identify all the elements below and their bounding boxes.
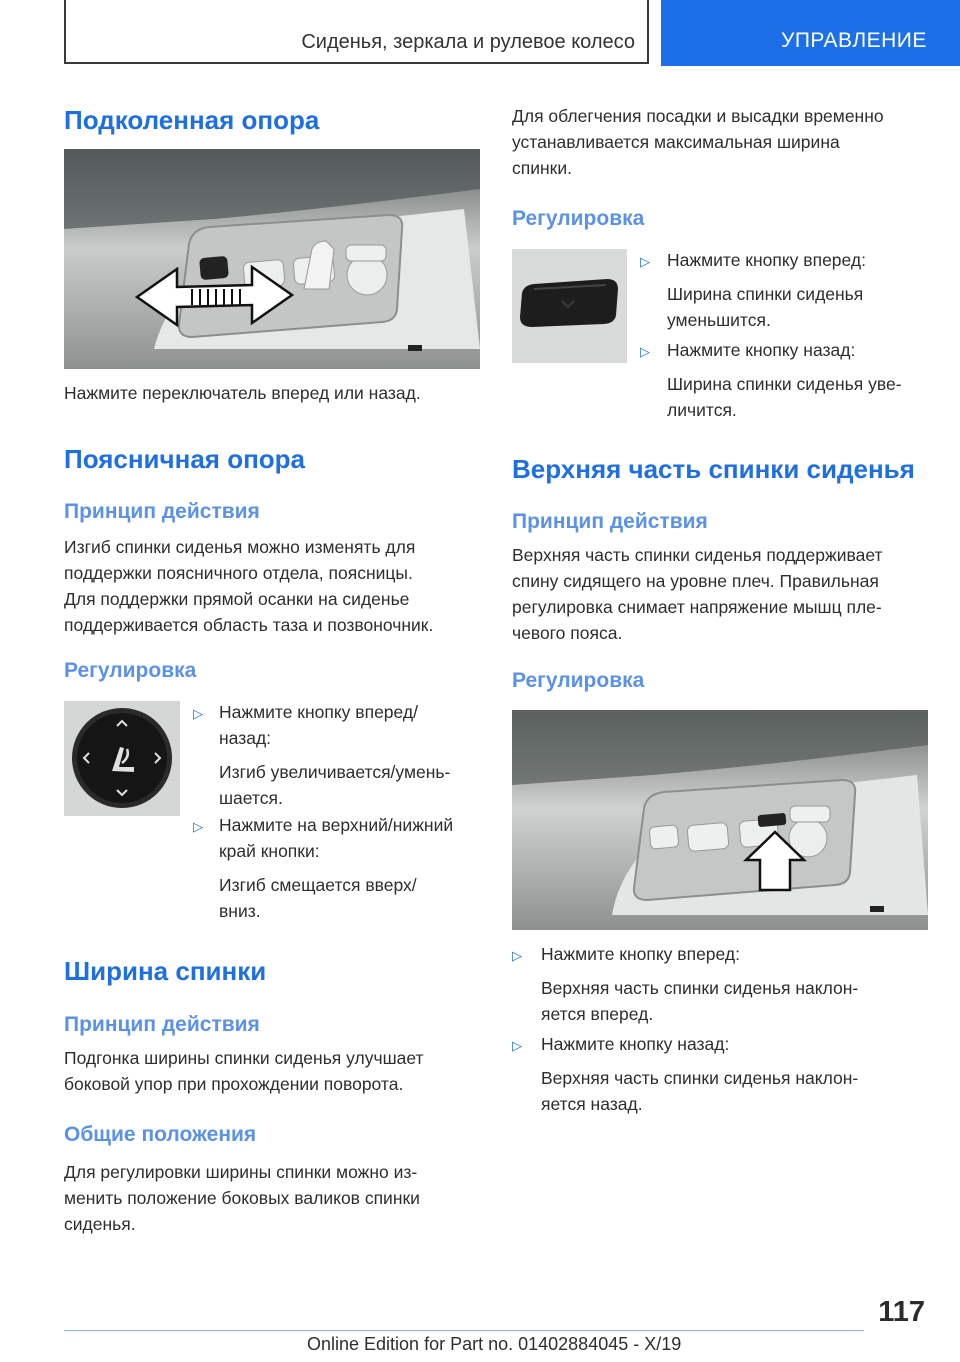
lumbar-step-2: Нажмите на верхний/нижний край кнопки: Изгиб смещается вверх/ вниз. — [219, 815, 454, 921]
section-tab — [661, 0, 960, 66]
lumbar-adjust-heading: Регулировка — [64, 659, 197, 682]
lumbar-principle-heading: Принцип действия — [64, 500, 260, 523]
width-step-1: Нажмите кнопку вперед: Ширина спинки сиденья уменьшится. — [667, 250, 866, 330]
lumbar-step-1: Нажмите кнопку вперед/ назад: Изгиб увеличивается/умень‐ шается. — [219, 702, 451, 808]
knee-support-photo — [64, 149, 480, 369]
bullet-triangle-icon: ▷ — [193, 706, 203, 721]
bullet-triangle-icon: ▷ — [193, 819, 203, 834]
lumbar-knob-photo — [64, 701, 180, 816]
upper-backrest-photo — [512, 710, 928, 930]
footer-divider — [64, 1330, 864, 1331]
lumbar-support-heading: Поясничная опора — [64, 444, 306, 474]
width-button-photo — [512, 249, 627, 363]
bullet-triangle-icon: ▷ — [640, 254, 650, 269]
upper-backrest-heading: Верхняя часть спинки сиденья — [512, 454, 915, 484]
edition-footer: Online Edition for Part no. 01402884045 - X/19 — [307, 1334, 682, 1354]
upper-principle-heading: Принцип действия — [512, 510, 708, 533]
bullet-triangle-icon: ▷ — [512, 1038, 522, 1053]
upper-adjust-heading: Регулировка — [512, 669, 645, 692]
chapter-header — [64, 0, 649, 64]
bullet-triangle-icon: ▷ — [512, 948, 522, 963]
width-principle-heading: Принцип действия — [64, 1013, 260, 1036]
backrest-width-heading: Ширина спинки — [64, 956, 267, 986]
width-adjust-heading: Регулировка — [512, 207, 645, 230]
width-principle-text: Подгонка ширины спинки сиденья улучшает боковой упор при прохождении поворота. — [64, 1048, 424, 1094]
bullet-triangle-icon: ▷ — [640, 344, 650, 359]
chapter-title: Сиденья, зеркала и рулевое колесо — [301, 31, 635, 53]
width-general-text: Для регулировки ширины спинки можно из‐ менить положение боковых валиков спинки сиденья. — [64, 1162, 420, 1234]
page-number: 117 — [878, 1296, 925, 1328]
lumbar-principle-text: Изгиб спинки сиденья можно изменять для поддержки поясничного отдела, поясницы. Для поддержки прямой осанки на сиденье поддерживается область таза и позвоночник. — [64, 537, 434, 635]
upper-step-1: Нажмите кнопку вперед: Верхняя часть спинки сиденья наклон‐ яется вперед. — [541, 944, 859, 1024]
upper-principle-text: Верхняя часть спинки сиденья поддерживает спину сидящего на уровне плеч. Правильная регулировка снимает напряжение мышц пле‐ чевого пояса. — [512, 545, 883, 643]
width-step-2: Нажмите кнопку назад: Ширина спинки сиденья уве‐ личится. — [667, 340, 902, 420]
width-general-heading: Общие положения — [64, 1123, 257, 1146]
knee-caption: Нажмите переключатель вперед или назад. — [64, 383, 421, 403]
upper-step-2: Нажмите кнопку назад: Верхняя часть спинки сиденья наклон‐ яется назад. — [541, 1034, 859, 1114]
width-intro-text: Для облегчения посадки и высадки временно устанавливается максимальная ширина спинки. — [512, 106, 884, 178]
knee-support-heading: Подколенная опора — [64, 105, 320, 135]
section-title: УПРАВЛЕНИЕ — [781, 29, 927, 52]
